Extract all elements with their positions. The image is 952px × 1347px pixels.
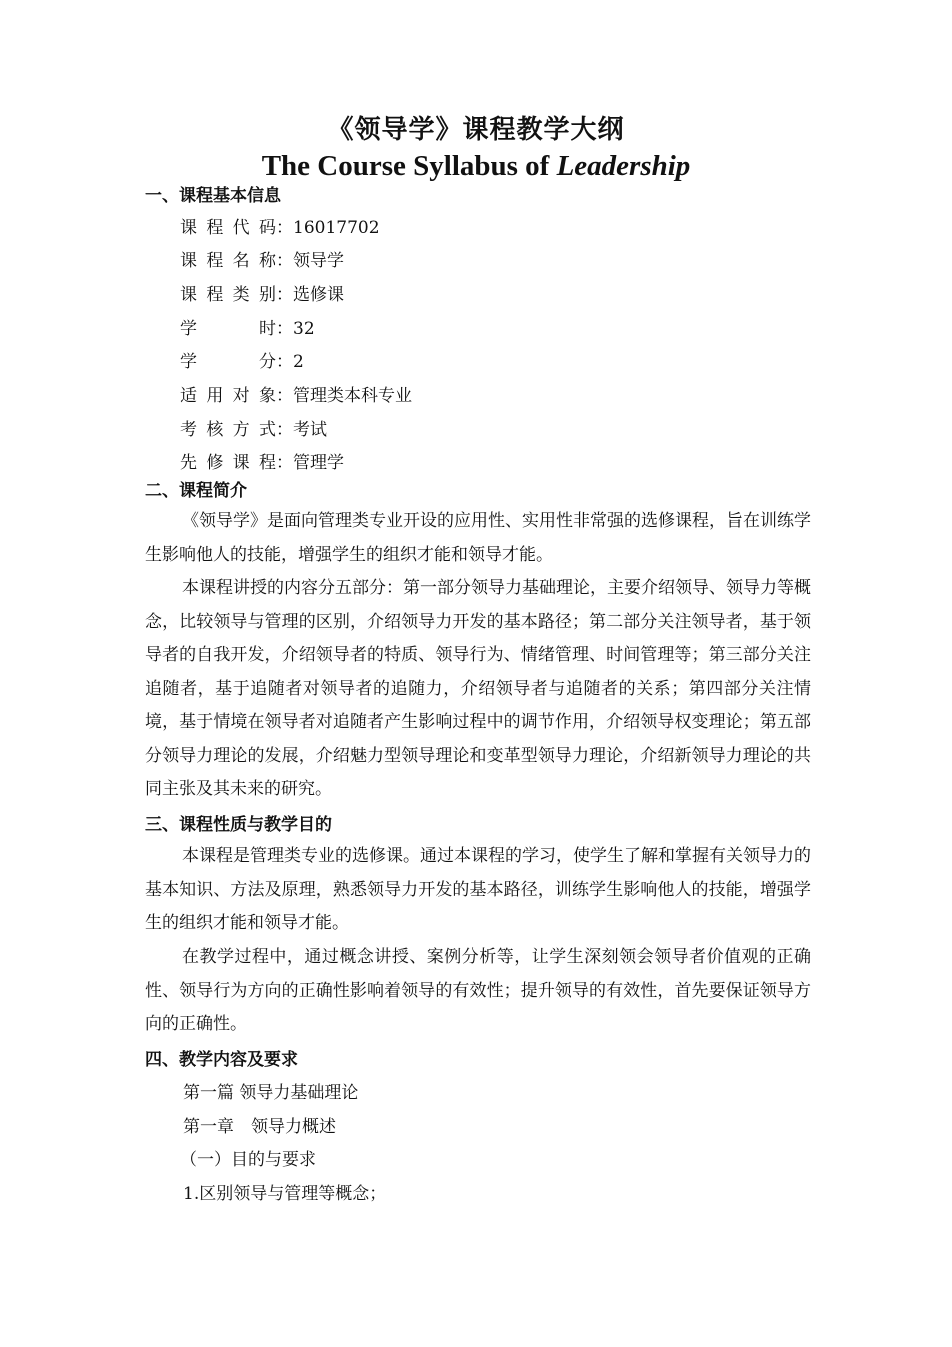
info-value: 管理类本科专业 [293, 386, 412, 406]
section-heading-basic-info: 一、课程基本信息 [145, 186, 281, 206]
part-title: 第一篇 领导力基础理论 [183, 1083, 359, 1103]
info-label: 课程代码 [180, 218, 276, 238]
purpose-paragraph-1: 本课程是管理类专业的选修课。通过本课程的学习，使学生了解和掌握有关领导力的基本知识、方法及原理，熟悉领导力开发的基本路径，训练学生影响他人的技能，增强学生的组织才能和领导才能。 [145, 846, 811, 933]
info-label: 学 时 [180, 319, 276, 339]
info-label: 先修课程 [180, 453, 276, 473]
info-line-course-code: 课程代码：16017702 [180, 218, 380, 238]
info-line-course-category: 课程类别：选修课 [180, 285, 344, 305]
section-heading-nature-purpose: 三、课程性质与教学目的 [145, 815, 332, 835]
info-line-assessment: 考核方式：考试 [180, 420, 327, 440]
info-label: 考核方式 [180, 420, 276, 440]
subsection-title: （一）目的与要求 [180, 1150, 316, 1170]
info-label: 课程类别 [180, 285, 276, 305]
info-value: 管理学 [293, 453, 344, 473]
info-label: 学 分 [180, 352, 276, 372]
info-line-hours: 学 时：32 [180, 319, 315, 339]
purpose-paragraph-2: 在教学过程中，通过概念讲授、案例分析等，让学生深刻领会领导者价值观的正确性、领导行为方向的正确性影响着领导的有效性；提升领导的有效性，首先要保证领导方向的正确性。 [145, 947, 811, 1034]
title-english-italic: Leadership [556, 150, 691, 182]
info-line-credits: 学 分：2 [180, 352, 304, 372]
info-value: 领导学 [293, 251, 344, 271]
chapter-title: 第一章 领导力概述 [183, 1117, 336, 1137]
document-title-english [0, 147, 952, 185]
info-value: 2 [293, 352, 304, 372]
document-title-chinese: 《领导学》课程教学大纲 [327, 115, 625, 145]
info-value: 16017702 [293, 218, 380, 238]
info-label: 适用对象 [180, 386, 276, 406]
info-value: 考试 [293, 420, 327, 440]
section-heading-course-intro: 二、课程简介 [145, 481, 247, 501]
intro-paragraph-1: 《领导学》是面向管理类专业开设的应用性、实用性非常强的选修课程，旨在训练学生影响他人的技能，增强学生的组织才能和领导才能。 [145, 511, 811, 565]
info-line-prerequisite: 先修课程：管理学 [180, 453, 344, 473]
info-label: 课程名称 [180, 251, 276, 271]
section-heading-content-requirements: 四、教学内容及要求 [145, 1050, 298, 1070]
info-line-target-students: 适用对象：管理类本科专业 [180, 386, 412, 406]
requirement-item-1: 1.区别领导与管理等概念； [183, 1184, 387, 1204]
info-value: 32 [293, 319, 315, 339]
intro-paragraph-2: 本课程讲授的内容分五部分：第一部分领导力基础理论，主要介绍领导、领导力等概念，比较领导与管理的区别，介绍领导力开发的基本路径；第二部分关注领导者，基于领导者的自我开发，介绍领导者的特质、领导行为、情绪管理、时间管理等；第三部分关注追随者，基于追随者对领导者的追随力，介绍领导者与追随者的关系；第四部分关注情境，基于情境在领导者对追随者产生影响过程中的调节作用，介绍领导权变理论；第五部分领导力理论的发展，介绍魅力型领导理论和变革型领导力理论，介绍新领导力理论的共同主张及其未来的研究。 [145, 578, 811, 799]
info-value: 选修课 [293, 285, 344, 305]
info-line-course-name: 课程名称：领导学 [180, 251, 344, 271]
title-english-prefix: The Course Syllabus of [261, 150, 557, 182]
